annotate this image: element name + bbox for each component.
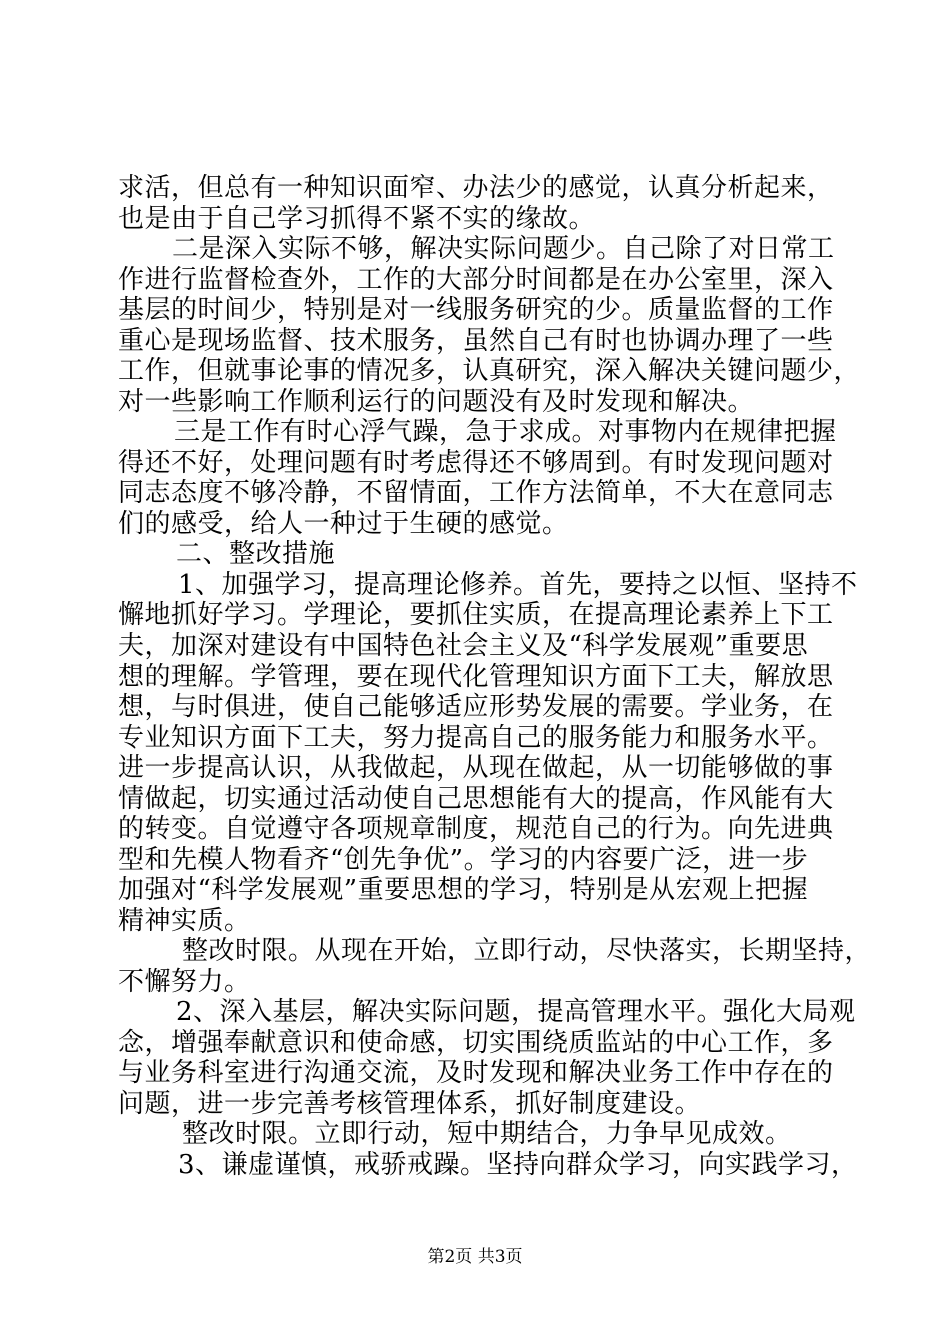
text-line: 想，与时俱进，使自己能够适应形势发展的需要。学业务，在 xyxy=(118,692,834,722)
page-footer: 第2页 共3页 xyxy=(427,1247,523,1267)
text-line: 专业知识方面下工夫，努力提高自己的服务能力和服务水平。 xyxy=(118,723,834,753)
text-line: 三是工作有时心浮气躁，急于求成。对事物内在规律把握 xyxy=(174,417,837,447)
text-line: 型和先模人物看齐“创先争优”。学习的内容要广泛，进一步 xyxy=(118,845,809,875)
text-line: 不懈努力。 xyxy=(118,967,251,997)
text-line: 作进行监督检查外，工作的大部分时间都是在办公室里，深入 xyxy=(118,265,834,295)
text-line: 3、谦虚谨慎，戒骄戒躁。坚持向群众学习，向实践学习， xyxy=(178,1150,858,1180)
text-line: 进一步提高认识，从我做起，从现在做起，从一切能够做的事 xyxy=(118,753,834,783)
text-line: 基层的时间少，特别是对一线服务研究的少。质量监督的工作 xyxy=(118,295,834,325)
text-line: 重心是现场监督、技术服务，虽然自己有时也协调办理了一些 xyxy=(118,326,834,356)
text-line: 精神实质。 xyxy=(118,906,251,936)
text-line: 情做起，切实通过活动使自己思想能有大的提高，作风能有大 xyxy=(118,784,834,814)
text-line: 整改时限。立即行动，短中期结合，力争早见成效。 xyxy=(182,1119,792,1149)
text-line: 想的理解。学管理，要在现代化管理知识方面下工夫，解放思 xyxy=(118,662,834,692)
text-line: 懈地抓好学习。学理论，要抓住实质，在提高理论素养上下工 xyxy=(118,600,834,630)
text-line: 工作，但就事论事的情况多，认真研究，深入解决关键问题少， xyxy=(118,356,861,386)
text-line: 1、加强学习，提高理论修养。首先，要持之以恒、坚持不 xyxy=(178,570,858,600)
text-line: 2、深入基层，解决实际问题，提高管理水平。强化大局观 xyxy=(176,997,856,1027)
text-line: 与业务科室进行沟通交流，及时发现和解决业务工作中存在的 xyxy=(118,1058,834,1088)
text-line: 二是深入实际不够，解决实际问题少。自己除了对日常工 xyxy=(172,234,835,264)
text-line: 得还不好，处理问题有时考虑得还不够周到。有时发现问题对 xyxy=(118,448,834,478)
text-line: 加强对“科学发展观”重要思想的学习，特别是从宏观上把握 xyxy=(118,875,809,905)
text-line: 们的感受，给人一种过于生硬的感觉。 xyxy=(118,509,569,539)
text-line: 也是由于自己学习抓得不紧不实的缘故。 xyxy=(118,204,596,234)
text-line: 同志态度不够冷静，不留情面，工作方法简单，不大在意同志 xyxy=(118,478,834,508)
text-line: 对一些影响工作顺利运行的问题没有及时发现和解决。 xyxy=(118,387,755,417)
section-heading: 二、整改措施 xyxy=(176,539,336,569)
text-line: 的转变。自觉遵守各项规章制度，规范自己的行为。向先进典 xyxy=(118,814,834,844)
text-line: 念，增强奉献意识和使命感，切实围绕质监站的中心工作，多 xyxy=(118,1028,834,1058)
text-line: 问题，进一步完善考核管理体系，抓好制度建设。 xyxy=(118,1089,702,1119)
text-line: 求活，但总有一种知识面窄、办法少的感觉，认真分析起来， xyxy=(118,173,834,203)
text-line: 整改时限。从现在开始，立即行动，尽快落实，长期坚持， xyxy=(182,936,872,966)
text-line: 夫，加深对建设有中国特色社会主义及“科学发展观”重要思 xyxy=(118,631,809,661)
